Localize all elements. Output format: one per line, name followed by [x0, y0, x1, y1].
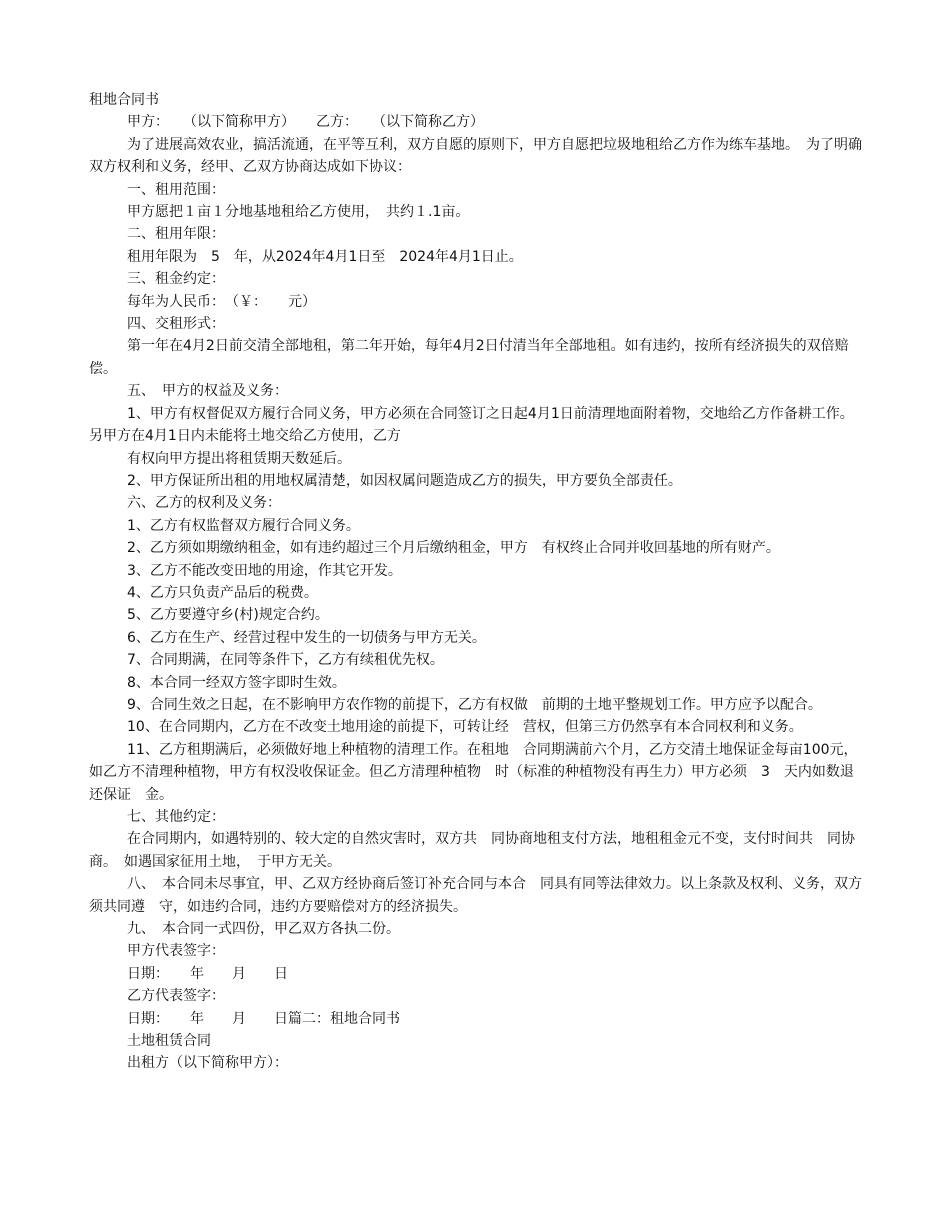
clause-paragraph: 九、 本合同一式四份，甲乙双方各执二份。	[127, 921, 400, 938]
clause-paragraph: 租用年限为 5 年，从2024年4月1日至 2024年4月1日止。	[127, 248, 523, 265]
clause-paragraph: 4、乙方只负责产品后的税费。	[127, 584, 318, 601]
clause-paragraph: 6、乙方在生产、经营过程中发生的一切债务与甲方无关。	[127, 629, 486, 646]
second-contract-title: 土地租赁合同	[127, 1033, 211, 1050]
date-line-a: 日期： 年 月 日	[127, 965, 288, 982]
section-heading-scope: 一、租用范围：	[127, 181, 225, 198]
parties-line: 甲方： （以下简称甲方） 乙方： （以下简称乙方）	[127, 114, 484, 131]
clause-paragraph: 10、在合同期内，乙方在不改变土地用途的前提下，可转让经 营权，但第三方仍然享有本合同权利和义务。	[127, 719, 803, 736]
signature-party-a: 甲方代表签字：	[127, 943, 225, 960]
section-heading-party-a: 五、 甲方的权益及义务：	[127, 383, 288, 400]
clause-paragraph: 1、甲方有权督促双方履行合同义务，甲方必须在合同签订之日起4月1日前清理地面附着物，交地给乙方作备耕工作。另甲方在4月1日内未能将土地交给乙方使用，乙方	[89, 405, 854, 445]
section-heading-payment: 四、交租形式：	[127, 316, 225, 333]
clause-paragraph: 第一年在4月2日前交清全部地租，第二年开始，每年4月2日付清当年全部地租。如有违约，按所有经济损失的双倍赔偿。	[89, 338, 849, 377]
lessor-line: 出租方（以下简称甲方）：	[127, 1055, 288, 1072]
clause-paragraph: 在合同期内，如遇特别的、较大定的自然灾害时，双方共 同协商地租支付方法，地租租金元不变，支付时间共 同协商。 如遇国家征用土地， 于甲方无关。	[89, 831, 855, 870]
clause-paragraph: 有权向甲方提出将租赁期天数延后。	[127, 450, 351, 467]
document-body	[89, 89, 864, 1075]
clause-paragraph: 1、乙方有权监督双方履行合同义务。	[127, 517, 360, 534]
clause-paragraph: 八、 本合同未尽事宜，甲、乙双方经协商后签订补充合同与本合 同具有同等法律效力。以上条款及权利、义务，双方须共同遵 守，如违约合同，违约方要赔偿对方的经济损失。	[89, 876, 862, 915]
date-line-b: 日期： 年 月 日篇二：租地合同书	[127, 1010, 400, 1027]
clause-paragraph: 2、乙方须如期缴纳租金，如有违约超过三个月后缴纳租金，甲方 有权终止合同并收回基地的所有财产。	[127, 540, 780, 557]
section-heading-rent: 三、租金约定：	[127, 271, 225, 288]
section-heading-term: 二、租用年限：	[127, 226, 225, 243]
clause-paragraph: 3、乙方不能改变田地的用途，作其它开发。	[127, 562, 402, 579]
clause-paragraph: 7、合同期满，在同等条件下，乙方有续租优先权。	[127, 652, 444, 669]
clause-paragraph: 甲方愿把１亩１分地基地租给乙方使用， 共约１.1亩。	[127, 204, 470, 221]
document-title: 租地合同书	[89, 92, 159, 108]
clause-paragraph: 9、合同生效之日起，在不影响甲方农作物的前提下，乙方有权做 前期的土地平整规划工作。甲方应予以配合。	[127, 696, 822, 713]
signature-party-b: 乙方代表签字：	[127, 988, 225, 1005]
clause-paragraph: 8、本合同一经双方签字即时生效。	[127, 674, 346, 691]
clause-paragraph: 11、乙方租期满后，必须做好地上种植物的清理工作。在租地 合同期满前六个月，乙方交清土地保证金每亩100元，如乙方不清理种植物，甲方有权没收保证金。但乙方清理种植物 时（标准的种植物没有再生力）甲方必须 3 天内如数退还保证 金。	[89, 741, 858, 803]
section-heading-other: 七、其他约定：	[127, 809, 225, 825]
clause-paragraph: 2、甲方保证所出租的用地权属清楚，如因权属问题造成乙方的损失，甲方要负全部责任。	[127, 472, 682, 489]
preamble-paragraph: 为了进展高效农业，搞活流通，在平等互利，双方自愿的原则下，甲方自愿把垃圾地租给乙方作为练车基地。 为了明确双方权利和义务，经甲、乙双方协商达成如下协议：	[89, 136, 862, 176]
section-heading-party-b: 六、乙方的权利及义务：	[127, 495, 281, 512]
clause-paragraph: 5、乙方要遵守乡(村)规定合约。	[127, 607, 329, 624]
clause-paragraph: 每年为人民币： （￥： 元）	[127, 293, 316, 310]
